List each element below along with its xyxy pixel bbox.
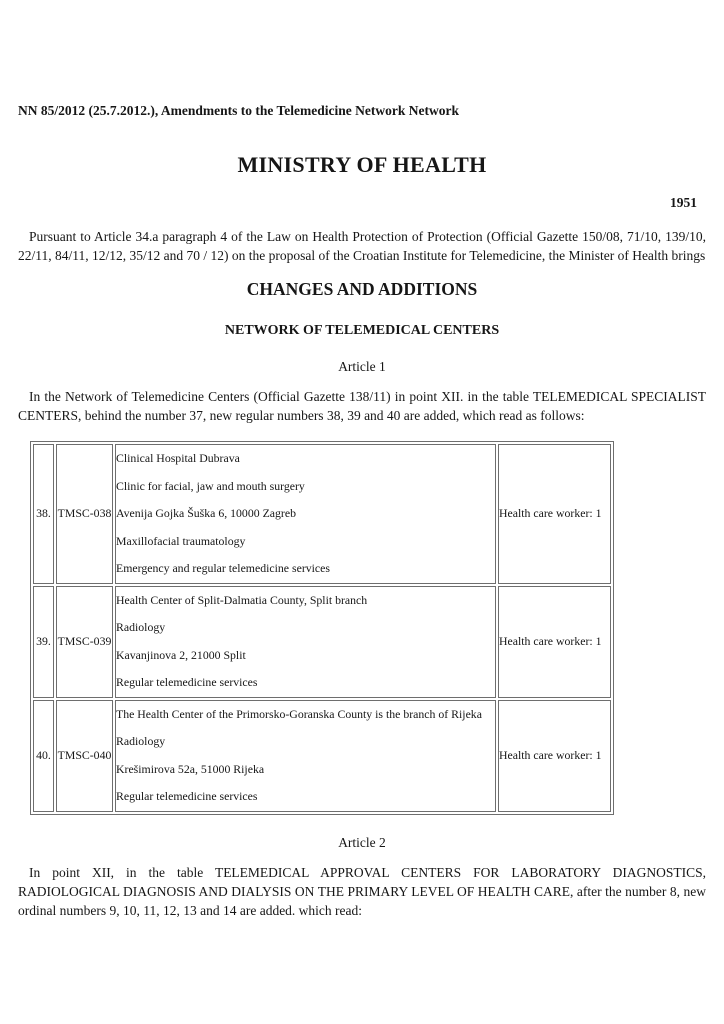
telemedical-centers-table bbox=[30, 441, 614, 815]
description-line: Avenija Gojka Šuška 6, 10000 Zagreb bbox=[116, 506, 296, 520]
description-line: Clinical Hospital Dubrava bbox=[116, 451, 240, 465]
description-line: Regular telemedicine services bbox=[116, 789, 258, 803]
article-2-paragraph: In point XII, in the table TELEMEDICAL APPROVAL CENTERS FOR LABORATORY DIAGNOSTICS, RADIOLOGICAL DIAGNOSIS AND DIALYSIS ON THE PRIMARY LEVEL OF HEALTH CARE, after the number 8, new ordinal numbers 9, 10, 11, 12, 13 and 14 are added. which read: bbox=[18, 864, 706, 918]
article-1-label: Article 1 bbox=[338, 359, 386, 374]
doc-header-line: NN 85/2012 (25.7.2012.), Amendments to the Telemedicine Network Network bbox=[18, 103, 459, 118]
center-code-cell: TMSC-038 bbox=[56, 444, 113, 584]
description-line: Radiology bbox=[116, 620, 166, 634]
staff-count-cell: Health care worker: 1 bbox=[498, 700, 611, 812]
description-line: Health Center of Split-Dalmatia County, Split branch bbox=[116, 592, 368, 607]
article-1-paragraph: In the Network of Telemedicine Centers (Official Gazette 138/11) in point XII. in the table TELEMEDICAL SPECIALIST CENTERS, behind the number 37, new regular numbers 38, 39 and 40 are added, which read as follows: bbox=[18, 389, 706, 423]
table-row bbox=[33, 444, 611, 584]
table-row bbox=[33, 700, 611, 812]
article-2-label: Article 2 bbox=[338, 834, 386, 850]
staff-count-cell: Health care worker: 1 bbox=[498, 444, 611, 584]
center-code-cell: TMSC-039 bbox=[56, 586, 113, 698]
description-line: Regular telemedicine services bbox=[116, 675, 258, 689]
section-heading-changes: CHANGES AND ADDITIONS bbox=[246, 279, 478, 299]
row-number-cell: 38. bbox=[33, 444, 54, 584]
description-line: Emergency and regular telemedicine services bbox=[116, 561, 330, 575]
center-description-cell bbox=[115, 444, 496, 584]
row-number-cell: 40. bbox=[33, 700, 54, 812]
staff-count-cell: Health care worker: 1 bbox=[498, 586, 611, 698]
subsection-heading-network: NETWORK OF TELEMEDICAL CENTERS bbox=[224, 323, 500, 338]
center-description-cell bbox=[115, 700, 496, 812]
center-code-cell: TMSC-040 bbox=[56, 700, 113, 812]
description-line: Krešimirova 52a, 51000 Rijeka bbox=[116, 761, 265, 776]
description-line: Maxillofacial traumatology bbox=[116, 533, 246, 548]
center-description-cell bbox=[115, 586, 496, 698]
table-row bbox=[33, 586, 611, 698]
gazette-number: 1951 bbox=[670, 195, 697, 210]
row-number-cell: 39. bbox=[33, 586, 54, 698]
intro-paragraph: Pursuant to Article 34.a paragraph 4 of the Law on Health Protection of Protection (Official Gazette 150/08, 71/10, 139/10, 22/11, 84/11, 12/12, 35/12 and 70 / 12) on the proposal of the Croatian Institute for Telemedicine, the Minister of Health brings bbox=[18, 229, 706, 263]
description-line: Kavanjinova 2, 21000 Split bbox=[116, 647, 246, 662]
description-line: Radiology bbox=[116, 734, 166, 748]
description-line: The Health Center of the Primorsko-Goranska County is the branch of Rijeka bbox=[116, 706, 482, 721]
description-line: Clinic for facial, jaw and mouth surgery bbox=[116, 478, 305, 493]
page-title: MINISTRY OF HEALTH bbox=[237, 152, 487, 177]
